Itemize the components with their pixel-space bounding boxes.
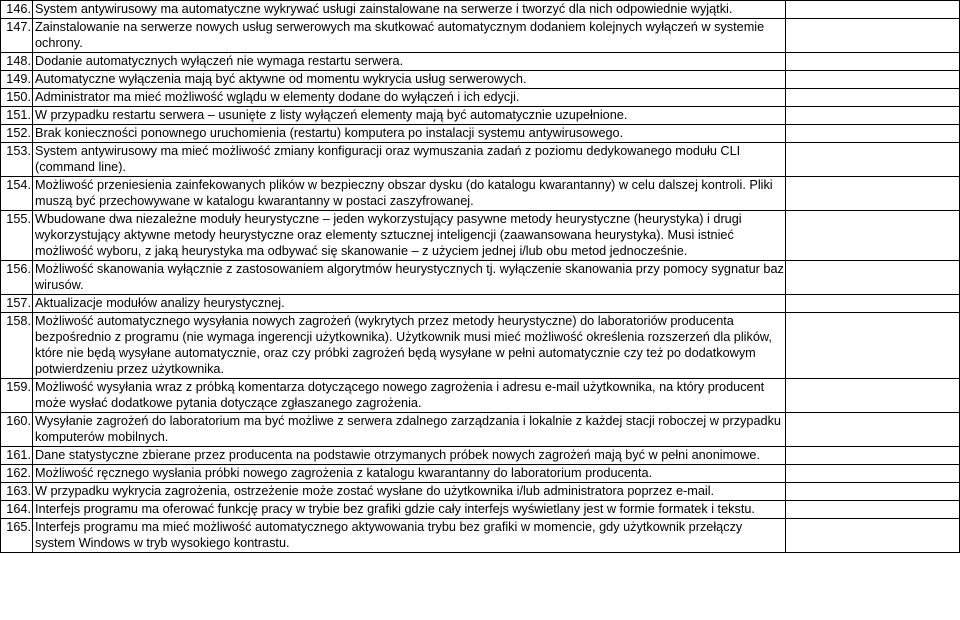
requirement-number: 165. — [1, 519, 33, 553]
requirement-empty-cell — [786, 19, 960, 53]
requirement-empty-cell — [786, 71, 960, 89]
requirement-row — [1, 313, 960, 379]
requirement-row — [1, 379, 960, 413]
requirement-row — [1, 143, 960, 177]
requirements-table-body — [1, 1, 960, 553]
requirement-text: Dodanie automatycznych wyłączeń nie wymaga restartu serwera. — [33, 53, 786, 71]
requirement-text: Interfejs programu ma oferować funkcję pracy w trybie bez grafiki gdzie cały interfejs wyświetlany jest w formie formatek i tekstu. — [33, 501, 786, 519]
requirement-number: 152. — [1, 125, 33, 143]
requirement-row — [1, 125, 960, 143]
requirement-row — [1, 413, 960, 447]
requirement-empty-cell — [786, 501, 960, 519]
requirement-number: 153. — [1, 143, 33, 177]
requirement-empty-cell — [786, 1, 960, 19]
requirement-text: Możliwość przeniesienia zainfekowanych plików w bezpieczny obszar dysku (do katalogu kwarantanny) w celu dalszej kontroli. Pliki muszą być przechowywane w katalogu kwarantanny w postaci zaszyfrowanej. — [33, 177, 786, 211]
requirement-row — [1, 53, 960, 71]
requirement-number: 159. — [1, 379, 33, 413]
requirement-text: Możliwość automatycznego wysyłania nowych zagrożeń (wykrytych przez metody heurystyczne) do laboratoriów producenta bezpośrednio z programu (nie wymaga ingerencji użytkownika). Użytkownik musi mieć możliwość określenia rozszerzeń dla plików, które nie będą wysyłane automatycznie, oraz czy próbki zagrożeń będą wysyłane w pełni automatycznie czy też po dodatkowym potwierdzeniu przez użytkownika. — [33, 313, 786, 379]
requirement-row — [1, 295, 960, 313]
requirement-number: 151. — [1, 107, 33, 125]
requirement-empty-cell — [786, 379, 960, 413]
requirement-row — [1, 447, 960, 465]
requirement-empty-cell — [786, 89, 960, 107]
requirement-empty-cell — [786, 261, 960, 295]
requirement-row — [1, 261, 960, 295]
requirement-row — [1, 177, 960, 211]
requirement-number: 147. — [1, 19, 33, 53]
requirement-row — [1, 465, 960, 483]
requirement-row — [1, 519, 960, 553]
requirement-empty-cell — [786, 107, 960, 125]
requirement-text: System antywirusowy ma automatyczne wykrywać usługi zainstalowane na serwerze i tworzyć dla nich odpowiednie wyjątki. — [33, 1, 786, 19]
requirement-empty-cell — [786, 413, 960, 447]
requirement-text: W przypadku wykrycia zagrożenia, ostrzeżenie może zostać wysłane do użytkownika i/lub administratora poprzez e-mail. — [33, 483, 786, 501]
requirement-number: 161. — [1, 447, 33, 465]
requirement-empty-cell — [786, 143, 960, 177]
requirement-number: 154. — [1, 177, 33, 211]
requirement-number: 146. — [1, 1, 33, 19]
requirement-number: 158. — [1, 313, 33, 379]
requirement-number: 164. — [1, 501, 33, 519]
requirement-text: Dane statystyczne zbierane przez producenta na podstawie otrzymanych próbek nowych zagrożeń mają być w pełni anonimowe. — [33, 447, 786, 465]
requirement-number: 157. — [1, 295, 33, 313]
requirement-row — [1, 483, 960, 501]
requirement-empty-cell — [786, 313, 960, 379]
requirement-row — [1, 501, 960, 519]
requirement-text: Zainstalowanie na serwerze nowych usług serwerowych ma skutkować automatycznym dodaniem kolejnych wyłączeń w systemie ochrony. — [33, 19, 786, 53]
requirement-row — [1, 107, 960, 125]
requirement-empty-cell — [786, 447, 960, 465]
requirement-empty-cell — [786, 53, 960, 71]
requirement-number: 149. — [1, 71, 33, 89]
requirement-empty-cell — [786, 211, 960, 261]
requirement-number: 163. — [1, 483, 33, 501]
requirement-number: 162. — [1, 465, 33, 483]
requirement-text: Możliwość skanowania wyłącznie z zastosowaniem algorytmów heurystycznych tj. wyłączenie skanowania przy pomocy sygnatur baz wirusów. — [33, 261, 786, 295]
requirement-number: 150. — [1, 89, 33, 107]
requirement-text: W przypadku restartu serwera – usunięte z listy wyłączeń elementy mają być automatycznie uzupełnione. — [33, 107, 786, 125]
requirement-empty-cell — [786, 465, 960, 483]
requirement-text: Brak konieczności ponownego uruchomienia (restartu) komputera po instalacji systemu antywirusowego. — [33, 125, 786, 143]
requirement-number: 160. — [1, 413, 33, 447]
requirement-number: 148. — [1, 53, 33, 71]
requirement-text: Możliwość ręcznego wysłania próbki nowego zagrożenia z katalogu kwarantanny do laboratorium producenta. — [33, 465, 786, 483]
requirement-row — [1, 89, 960, 107]
requirement-number: 156. — [1, 261, 33, 295]
requirement-row — [1, 211, 960, 261]
requirement-empty-cell — [786, 295, 960, 313]
requirement-text: Aktualizacje modułów analizy heurystycznej. — [33, 295, 786, 313]
requirement-text: Interfejs programu ma mieć możliwość automatycznego aktywowania trybu bez grafiki w momencie, gdy użytkownik przełączy system Windows w tryb wysokiego kontrastu. — [33, 519, 786, 553]
requirement-text: Wysyłanie zagrożeń do laboratorium ma być możliwe z serwera zdalnego zarządzania i lokalnie z każdej stacji roboczej w przypadku komputerów mobilnych. — [33, 413, 786, 447]
requirement-number: 155. — [1, 211, 33, 261]
requirement-text: Automatyczne wyłączenia mają być aktywne od momentu wykrycia usług serwerowych. — [33, 71, 786, 89]
requirement-row — [1, 19, 960, 53]
requirement-empty-cell — [786, 177, 960, 211]
requirement-row — [1, 1, 960, 19]
requirement-empty-cell — [786, 519, 960, 553]
requirement-row — [1, 71, 960, 89]
requirement-empty-cell — [786, 483, 960, 501]
requirement-text: Administrator ma mieć możliwość wglądu w elementy dodane do wyłączeń i ich edycji. — [33, 89, 786, 107]
requirement-text: Możliwość wysyłania wraz z próbką komentarza dotyczącego nowego zagrożenia i adresu e-mail użytkownika, na który producent może wysłać dodatkowe pytania dotyczące zgłaszanego zagrożenia. — [33, 379, 786, 413]
requirement-text: Wbudowane dwa niezależne moduły heurystyczne – jeden wykorzystujący pasywne metody heurystyczne (heurystyka) i drugi wykorzystujący aktywne metody heurystyczne oraz elementy sztucznej inteligencji (zaawansowana heurystyka). Musi istnieć możliwość wyboru, z jaką heurystyka ma odbywać się skanowanie – z użyciem jednej i/lub obu metod jednocześnie. — [33, 211, 786, 261]
requirement-empty-cell — [786, 125, 960, 143]
requirement-text: System antywirusowy ma mieć możliwość zmiany konfiguracji oraz wymuszania zadań z poziomu dedykowanego modułu CLI (command line). — [33, 143, 786, 177]
